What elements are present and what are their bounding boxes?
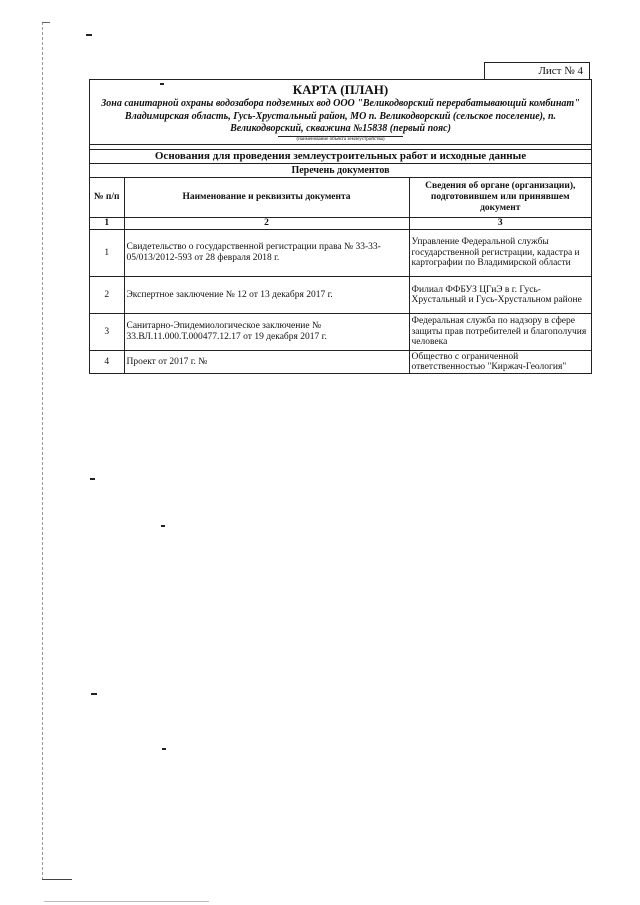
table-row <box>90 314 591 351</box>
map-description: Зона санитарной охраны водозабора подземных вод ООО "Великодворский перерабатывающий комбинат" Владимирская область, Гусь-Хрустальный район, МО п. Великодворский (сельское поселение), п. Великодворский, скважина №15838 (первый пояс) <box>101 98 580 134</box>
scan-speck <box>86 34 92 36</box>
map-header <box>90 80 591 145</box>
row-organization: Управление Федеральной службы государственной регистрации, кадастра и картографии по Владимирской области <box>409 230 591 277</box>
row-num: 4 <box>90 351 124 374</box>
table-row <box>90 277 591 314</box>
table-row <box>90 351 591 374</box>
scan-edge-bottom <box>42 879 72 880</box>
index-cell: 3 <box>409 218 591 230</box>
row-organization: Федеральная служба по надзору в сфере защиты прав потребителей и благополучия человека <box>409 314 591 351</box>
scan-speck <box>161 525 165 527</box>
scan-speck <box>91 693 97 695</box>
scan-bottom-line <box>44 901 209 902</box>
scan-speck <box>90 478 95 480</box>
header-num: № п/п <box>90 178 124 218</box>
scan-left-edge <box>42 22 43 880</box>
row-organization: Филиал ФФБУЗ ЦГиЭ в г. Гусь-Хрустальный и Гусь-Хрустальном районе <box>409 277 591 314</box>
row-document-name: Экспертное заключение № 12 от 13 декабря 2017 г. <box>124 277 409 314</box>
scan-edge-top <box>42 22 50 23</box>
row-num: 2 <box>90 277 124 314</box>
table-row <box>90 230 591 277</box>
header-name: Наименование и реквизиты документа <box>124 178 409 218</box>
row-document-name: Свидетельство о государственной регистрации права № 33-33-05/013/2012-593 от 28 февраля 2018 г. <box>124 230 409 277</box>
header-org: Сведения об органе (организации), подготовившем или принявшем документ <box>409 178 591 218</box>
map-title: КАРТА (ПЛАН) <box>292 82 389 97</box>
row-num: 3 <box>90 314 124 351</box>
row-organization: Общество с ограниченной ответственностью "Киржач-Геология" <box>409 351 591 374</box>
map-subcaption: (наименование объекта землеустройства) <box>278 136 402 144</box>
sheet-number: Лист № 4 <box>484 62 590 79</box>
table-index-row <box>90 218 591 230</box>
scan-speck <box>162 748 166 750</box>
documents-table <box>90 178 591 374</box>
index-cell: 1 <box>90 218 124 230</box>
section-title: Основания для проведения землеустроительных работ и исходные данные <box>90 150 591 164</box>
document-frame <box>89 79 592 374</box>
row-num: 1 <box>90 230 124 277</box>
table-header-row <box>90 178 591 218</box>
row-document-name: Проект от 2017 г. № <box>124 351 409 374</box>
row-document-name: Санитарно-Эпидемиологическое заключение № 33.ВЛ.11.000.Т.000477.12.17 от 19 декабря 2017 г. <box>124 314 409 351</box>
documents-list-title: Перечень документов <box>90 164 591 178</box>
index-cell: 2 <box>124 218 409 230</box>
